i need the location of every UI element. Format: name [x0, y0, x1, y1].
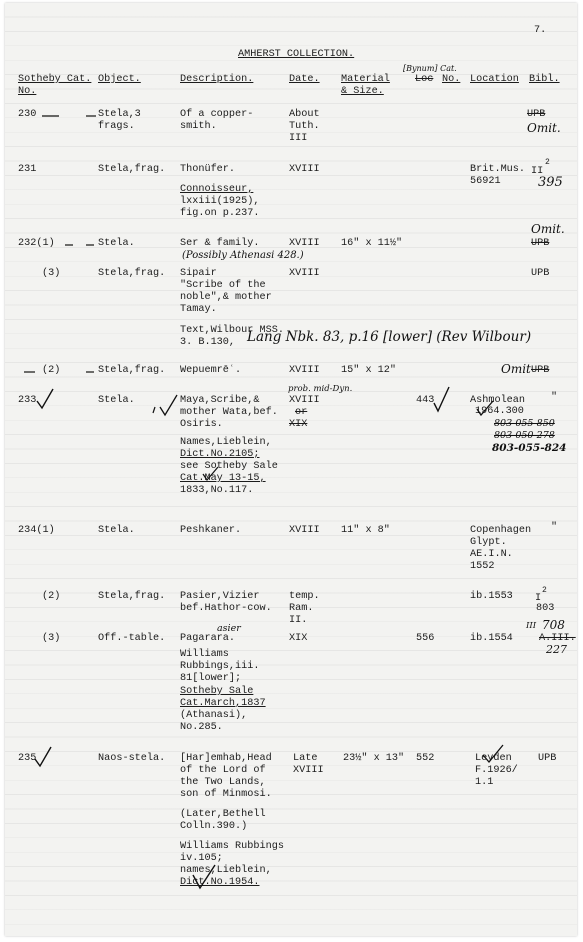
dash-mark: [85, 369, 95, 375]
description: fig.on p.237.: [180, 208, 260, 219]
description: bef.Hathor-cow.: [180, 603, 272, 614]
description: No.285.: [180, 722, 223, 733]
description: "Scribe of the: [180, 280, 266, 291]
page-number: 7.: [534, 25, 547, 36]
cat-no: (3): [42, 268, 61, 279]
names-reference: Cat.May 13-15,: [180, 473, 266, 484]
bibl-struck: UPB: [531, 238, 550, 249]
description: Tamay.: [180, 304, 217, 315]
checkmark-icon: [35, 387, 55, 411]
dash-mark: [85, 113, 97, 119]
names-reference: Names,Lieblein,: [180, 437, 272, 448]
object: Off.-table.: [98, 633, 166, 644]
header-bibl: Bibl.: [529, 74, 560, 85]
text-reference: 3. B.130,: [180, 337, 236, 348]
cat-no: 231: [18, 164, 37, 175]
location: ib.1554: [470, 633, 513, 644]
description: Williams: [180, 649, 229, 660]
object: frags.: [98, 121, 135, 132]
description: (Later,Bethell: [180, 809, 266, 820]
description: Colln.390.): [180, 821, 248, 832]
header-bynum-note: [Bynum] Cat.: [403, 64, 457, 73]
location: Ashmolean: [470, 395, 526, 406]
names-reference: Dict.No.2105;: [180, 449, 260, 460]
location: Copenhagen: [470, 525, 532, 536]
header-loc-struck: Loc: [415, 74, 434, 85]
description: Osiris.: [180, 419, 223, 430]
location: 1964.300: [475, 406, 524, 417]
date: XVIII: [289, 268, 320, 279]
handwritten-note: Lang Nbk. 83, p.16 [lower] (Rev Wilbour): [247, 329, 532, 345]
bibl-handwritten-note: Omit.: [527, 121, 561, 135]
bibl-handwritten-note: 708: [542, 618, 565, 632]
ditto-mark: ": [551, 392, 558, 403]
date: XVIII: [289, 164, 320, 175]
description: Thonüfer.: [180, 164, 236, 175]
cat-no-bynum: 443: [416, 395, 435, 406]
cat-no: 233: [18, 395, 37, 406]
location: Leyden: [475, 753, 512, 764]
checkmark-icon: [33, 745, 53, 769]
location: F.1926/: [475, 765, 518, 776]
date: Ram.: [289, 603, 314, 614]
bibl: 803: [536, 603, 555, 614]
date: Late: [293, 753, 318, 764]
date: XVIII: [289, 365, 320, 376]
description: iv.105;: [180, 853, 223, 864]
description: Peshkaner.: [180, 525, 242, 536]
date: or: [295, 407, 308, 418]
header-location: Location: [470, 74, 519, 85]
description: Wepuemrēʿ.: [180, 365, 242, 376]
header-description: Description.: [180, 74, 254, 85]
bibl-handwritten-note: Omit.: [531, 222, 565, 236]
description: (Athanasi),: [180, 710, 248, 721]
object: Stela,frag.: [98, 365, 166, 376]
cat-no: 232(1): [18, 238, 55, 249]
bibl: I: [535, 593, 542, 604]
object: Stela.: [98, 525, 135, 536]
header-cat-no: No.: [18, 86, 37, 97]
header-cat: Sotheby Cat.: [18, 74, 92, 85]
object: Stela,frag.: [98, 268, 166, 279]
date: XIX: [289, 633, 308, 644]
cat-no: 230: [18, 109, 37, 120]
description: names,Lieblein,: [180, 865, 272, 876]
description: Cat.March,1837: [180, 698, 266, 709]
date: XVIII: [289, 525, 320, 536]
bibl: II: [531, 166, 544, 177]
cat-no: (2): [42, 365, 61, 376]
description: 81[lower];: [180, 673, 242, 684]
material-size: 23½" x 13": [343, 753, 405, 764]
location: 1.1: [475, 777, 494, 788]
checkmark-icon: [432, 385, 452, 415]
text-reference: Text,Wilbour MSS.: [180, 325, 284, 336]
location: Glypt.: [470, 537, 507, 548]
handwritten-correction: asier: [217, 623, 241, 634]
date: XVIII: [293, 765, 324, 776]
header-date: Date.: [289, 74, 320, 85]
object: Stela,frag.: [98, 164, 166, 175]
description: Williams Rubbings: [180, 841, 284, 852]
checkmark-icon: [151, 393, 181, 419]
material-size: 11" x 8": [341, 525, 390, 536]
cat-no: (2): [42, 591, 61, 602]
bibl-handwritten-note: 395: [538, 175, 563, 190]
date: XVIII: [289, 395, 320, 406]
dash-mark: [41, 113, 61, 119]
names-reference: see Sotheby Sale: [180, 461, 278, 472]
date: II.: [289, 615, 308, 626]
date: temp.: [289, 591, 320, 602]
location-handwritten-number: 803-055-824: [492, 442, 567, 454]
ditto-mark: ": [551, 522, 558, 533]
cat-no-bynum: 556: [416, 633, 435, 644]
bibl: UPB: [538, 753, 557, 764]
location-struck-number: 803-055-850: [494, 418, 555, 429]
bibl-handwritten-note: Omit: [501, 362, 531, 376]
object: Naos-stela.: [98, 753, 166, 764]
names-reference: 1833,No.117.: [180, 485, 254, 496]
cat-no: 234(1): [18, 525, 55, 536]
bibl-handwritten-note: 227: [546, 643, 567, 656]
date-handwritten-note: prob. mid-Dyn.: [288, 384, 353, 394]
cat-no: 235: [18, 753, 37, 764]
material-size: 16" x 11½": [341, 238, 403, 249]
bibl-struck: UPB: [531, 365, 550, 376]
header-material: Material: [341, 74, 390, 85]
description: Maya,Scribe,&: [180, 395, 260, 406]
bibl-handwritten-note: III: [526, 621, 537, 631]
bibl-superscript: 2: [542, 586, 547, 595]
description: Sipair: [180, 268, 217, 279]
description: Connoisseur,: [180, 184, 254, 195]
location: 56921: [470, 176, 501, 187]
checkmark-icon: [475, 399, 495, 419]
dash-mark: [85, 242, 95, 248]
cat-no-bynum: 552: [416, 753, 435, 764]
handwritten-note: (Possibly Athenasi 428.): [182, 250, 304, 261]
bibl-superscript: 2: [545, 158, 550, 167]
dash-mark: [64, 242, 74, 248]
dash-mark: [23, 369, 37, 375]
location: AE.I.N.: [470, 549, 513, 560]
description: lxxiii(1925),: [180, 196, 260, 207]
object: Stela.: [98, 238, 135, 249]
object: Stela,frag.: [98, 591, 166, 602]
header-loc-no: No.: [442, 74, 461, 85]
description: son of Minmosi.: [180, 789, 272, 800]
description: mother Wata,bef.: [180, 407, 278, 418]
location-struck-number: 803-050-278: [494, 430, 555, 441]
header-material-size: & Size.: [341, 86, 384, 97]
date: XIX: [289, 419, 308, 430]
checkmark-icon: [191, 863, 217, 891]
material-size: 15" x 12": [341, 365, 397, 376]
bibl: UPB: [531, 268, 550, 279]
bibl-struck: A.III.: [539, 633, 576, 644]
description: Dict.No.1954.: [180, 877, 260, 888]
description: Rubbings,iii.: [180, 661, 260, 672]
date: About: [289, 109, 320, 120]
description: of the Lord of: [180, 765, 266, 776]
description: Of a copper-: [180, 109, 254, 120]
location: 1552: [470, 561, 495, 572]
header-object: Object.: [98, 74, 141, 85]
checkmark-icon: [201, 465, 221, 483]
date: XVIII: [289, 238, 320, 249]
description: the Two Lands,: [180, 777, 266, 788]
object: Stela.: [98, 395, 135, 406]
document-page: [5, 3, 577, 936]
description: Pagarara.: [180, 633, 236, 644]
location: Brit.Mus.: [470, 164, 526, 175]
description: Sotheby Sale: [180, 686, 254, 697]
document-title: AMHERST COLLECTION.: [238, 49, 355, 60]
date: III: [289, 133, 308, 144]
checkmark-icon: [481, 743, 505, 765]
description: smith.: [180, 121, 217, 132]
description: Ser & family.: [180, 238, 260, 249]
bibl-struck: UPB: [527, 109, 546, 120]
cat-no: (3): [42, 633, 61, 644]
description: Pasier,Vizier: [180, 591, 260, 602]
description: [Har]emhab,Head: [180, 753, 272, 764]
date: Tuth.: [289, 121, 320, 132]
description: noble",& mother: [180, 292, 272, 303]
location: ib.1553: [470, 591, 513, 602]
object: Stela,3: [98, 109, 141, 120]
